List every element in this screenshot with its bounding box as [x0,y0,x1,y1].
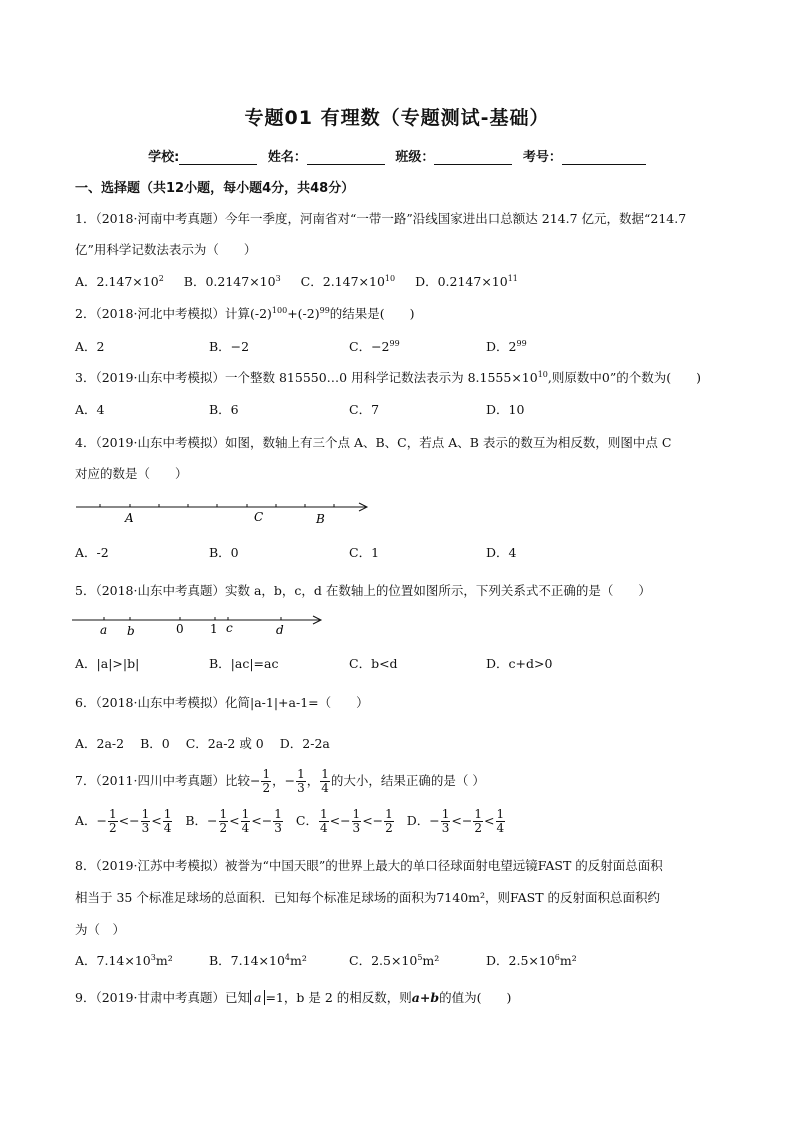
q7-option-a[interactable]: A．− $\frac{1}{2}$ <− $\frac{1}{3}$ < $\frac{1}{4}$ [75,807,172,835]
q8-option-c[interactable]: C．$2.5\times 10^5m^2$ [349,952,440,968]
name-label: 姓名： [267,150,307,165]
q6-option-a[interactable]: A．2a-2 [75,736,125,751]
class-blank[interactable] [434,150,512,165]
q7-options [75,808,506,835]
fraction-1-3: $\frac{1}{3}$ [297,767,305,795]
q2-stem: 2．（2018·河北中考模拟）计算$(-2)^{100}+(-2)^{99}$的结果是( ) [75,305,415,321]
q2-option-d[interactable]: D．$2^{99}$ [486,338,527,354]
q1-options [75,272,518,290]
school-label: 学校: [148,150,180,165]
q1-option-d[interactable]: D．$0.2147\times 10^{11}$ [415,273,518,289]
q5-label-1: 1 [210,622,218,636]
q5-option-b[interactable]: B．|ac|=ac [209,656,279,671]
q2-option-b[interactable]: B．−2 [209,339,250,354]
q5-number-line [68,611,330,637]
q3-stem: 3．（2019·山东中考模拟）一个整数 815550…0 用科学记数法表示为 $8.1555\times 10^{10}$,则原数中0”的个数为( ) [75,369,701,385]
q3-option-a[interactable]: A．4 [75,402,105,417]
q4-line1: 4．（2019·山东中考模拟）如图，数轴上有三个点 A、B、C，若点 A、B 表示的数互为相反数，则图中点 C [75,435,672,450]
q8-line2: 相当于 35 个标准足球场的总面积．已知每个标准足球场的面积为7140m²，则FAST 的反射面积总面积约 [75,890,661,905]
q7-option-c[interactable]: C． $\frac{1}{4}$ <− $\frac{1}{3}$ <− $\frac{1}{2}$ [295,807,393,835]
q3-option-b[interactable]: B．6 [209,402,239,417]
q2-option-c[interactable]: C．$-2^{99}$ [349,338,400,354]
q8-option-d[interactable]: D．$2.5\times 10^6m^2$ [486,952,577,968]
q5-option-a[interactable]: A．|a|>|b| [75,656,140,671]
section-heading: 一、选择题（共12小题，每小题4分，共48分） [75,181,355,196]
q5-label-a: a [100,623,108,637]
q8-option-a[interactable]: A．$7.14\times 10^3m^2$ [75,952,173,968]
q6-option-d[interactable]: D．2-2a [279,736,330,751]
q3-option-d[interactable]: D．10 [486,402,525,417]
q4-line2: 对应的数是（ ） [75,466,188,481]
q5-label-b: b [127,624,135,637]
fraction-1-2: $\frac{1}{2}$ [262,767,271,795]
q4-point-c-label: C [254,510,264,524]
q8-line3: 为（ ） [75,922,126,937]
q8-line1: 8．（2019·江苏中考模拟）被誉为“中国天眼”的世界上最大的单口径球面射电望远镜FAST 的反射面总面积 [75,858,663,873]
q7-option-b[interactable]: B．− $\frac{1}{2}$ < $\frac{1}{4}$ <− $\frac{1}{3}$ [185,807,282,835]
number-label: 考号： [522,150,562,165]
q6-option-c[interactable]: C．2a-2 或 0 [185,736,264,751]
school-blank[interactable] [179,150,257,165]
q8-option-b[interactable]: B．$7.14\times 10^4m^2$ [209,952,307,968]
q5-stem: 5．（2018·山东中考真题）实数 a，b，c，d 在数轴上的位置如图所示，下列关系式不正确的是（ ） [75,583,651,598]
q5-label-c: c [226,621,233,635]
q1-line1: 1．（2018·河南中考真题）今年一季度，河南省对“一带一路”沿线国家进出口总额达 214.7 亿元，数据“214.7 [75,211,687,226]
student-info-row [0,146,794,165]
q5-option-c[interactable]: C．b<d [349,656,398,671]
q4-option-b[interactable]: B．0 [209,545,239,560]
q1-option-c[interactable]: C．$2.147\times 10^{10}$ [300,273,396,289]
q4-option-d[interactable]: D．4 [486,545,517,560]
q6-options [75,734,330,752]
q5-label-d: d [276,623,284,637]
q4-option-c[interactable]: C．1 [349,545,380,560]
q4-point-b-label: B [316,512,325,526]
number-blank[interactable] [562,150,646,165]
q6-stem: 6．（2018·山东中考模拟）化简|a-1|+a-1=（ ） [75,695,369,710]
q5-option-d[interactable]: D．c+d>0 [486,656,553,671]
q1-option-b[interactable]: B．$0.2147\times 10^3$ [183,273,281,289]
q3-option-c[interactable]: C．7 [349,402,380,417]
q7-option-d[interactable]: D．− $\frac{1}{3}$ <− $\frac{1}{2}$ < $\frac{1}{4}$ [406,807,505,835]
fraction-1-4: $\frac{1}{4}$ [321,767,329,795]
q2-option-a[interactable]: A．2 [75,339,105,354]
q4-point-a-label: A [125,511,134,525]
q1-option-a[interactable]: A．$2.147\times 10^2$ [75,273,164,289]
q6-option-b[interactable]: B．0 [140,736,170,751]
document-title: 专题01 有理数（专题测试-基础） [244,107,550,129]
class-label: 班级： [395,150,435,165]
q4-option-a[interactable]: A．-2 [75,545,109,560]
q1-line2: 亿”用科学记数法表示为（ ） [75,242,257,257]
q9-stem: 9．（2019·甘肃中考真题）已知 a =1，b 是 2 的相反数，则a+b的值为( ) [75,990,512,1005]
name-blank[interactable] [307,150,385,165]
absolute-value-a: a [250,990,265,1005]
q5-label-0: 0 [176,622,184,636]
q7-stem: 7．（2011·四川中考真题）比较− $\frac{1}{2}$ ，− $\frac{1}{3}$ ， $\frac{1}{4}$ 的大小，结果正确的是（ ） [75,767,485,795]
q4-number-line [70,495,380,531]
